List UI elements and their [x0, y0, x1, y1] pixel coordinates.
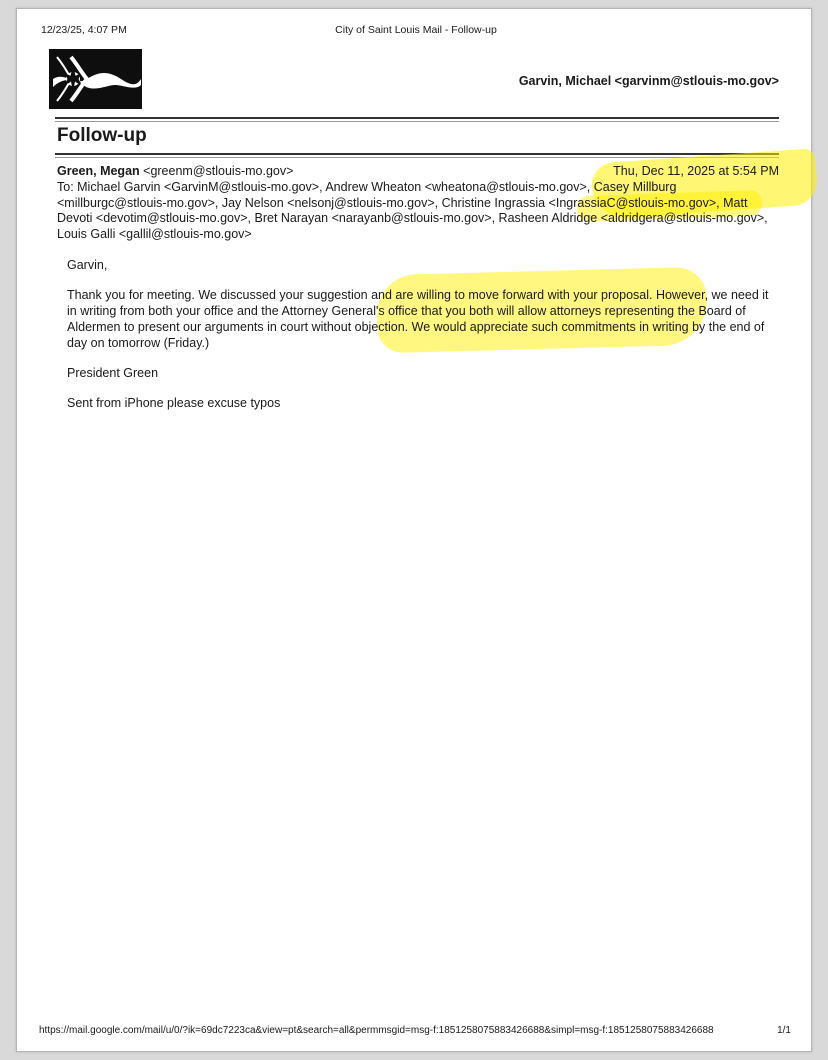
divider: [55, 117, 779, 119]
message-header: [57, 164, 779, 242]
sender-line: [57, 164, 779, 180]
message-body: [67, 257, 771, 425]
sender-email: <greenm@stlouis-mo.gov>: [139, 164, 294, 178]
signature: President Green: [67, 366, 159, 380]
printed-email-page: [16, 8, 812, 1052]
mobile-footer-note: Sent from iPhone please excuse typos: [67, 396, 281, 410]
body-paragraph: Thank you for meeting. We discussed your suggestion and are willing to move forward with your proposal. However, we need it in writing from both your office and the Attorney General's office that you both will allow attorneys representing the Board of Aldermen to present our arguments in court without objection. We would appreciate such commitments in writing by the end of day on tomorrow (Friday.): [67, 288, 769, 350]
email-subject: Follow-up: [57, 125, 147, 146]
account-owner: Garvin, Michael <garvinm@stlouis-mo.gov>: [518, 74, 779, 88]
divider: [55, 121, 779, 122]
sender-name: Green, Megan: [57, 164, 140, 178]
print-header: [41, 24, 791, 40]
print-title: City of Saint Louis Mail - Follow-up: [335, 24, 497, 36]
greeting: Garvin,: [67, 258, 108, 272]
footer-url: https://mail.google.com/mail/u/0/?ik=69dc7223ca&view=pt&search=all&permmsgid=msg-f:1851258075883426688&simpl=msg-f:1851258075883426688: [39, 1025, 714, 1036]
print-datetime: 12/23/25, 4:07 PM: [41, 24, 127, 36]
page-number: 1/1: [777, 1025, 791, 1036]
st-louis-flag-logo-icon: [49, 49, 142, 109]
divider: [55, 153, 779, 155]
sent-date: Thu, Dec 11, 2025 at 5:54 PM: [613, 164, 779, 178]
recipients: To: Michael Garvin <GarvinM@stlouis-mo.gov>, Andrew Wheaton <wheatona@stlouis-mo.gov>, Casey Millburg <millburgc@stlouis-mo.gov>, Jay Nelson <nelsonj@stlouis-mo.gov>, Christine Ingrassia <IngrassiaC@stlouis-mo.gov>, Matt Devoti <devotim@stlouis-mo.gov>, Bret Narayan <narayanb@stlouis-mo.gov>, Rasheen Aldridge <aldridgera@stlouis-mo.gov>, Louis Galli <gallil@stlouis-mo.gov>: [57, 180, 768, 241]
